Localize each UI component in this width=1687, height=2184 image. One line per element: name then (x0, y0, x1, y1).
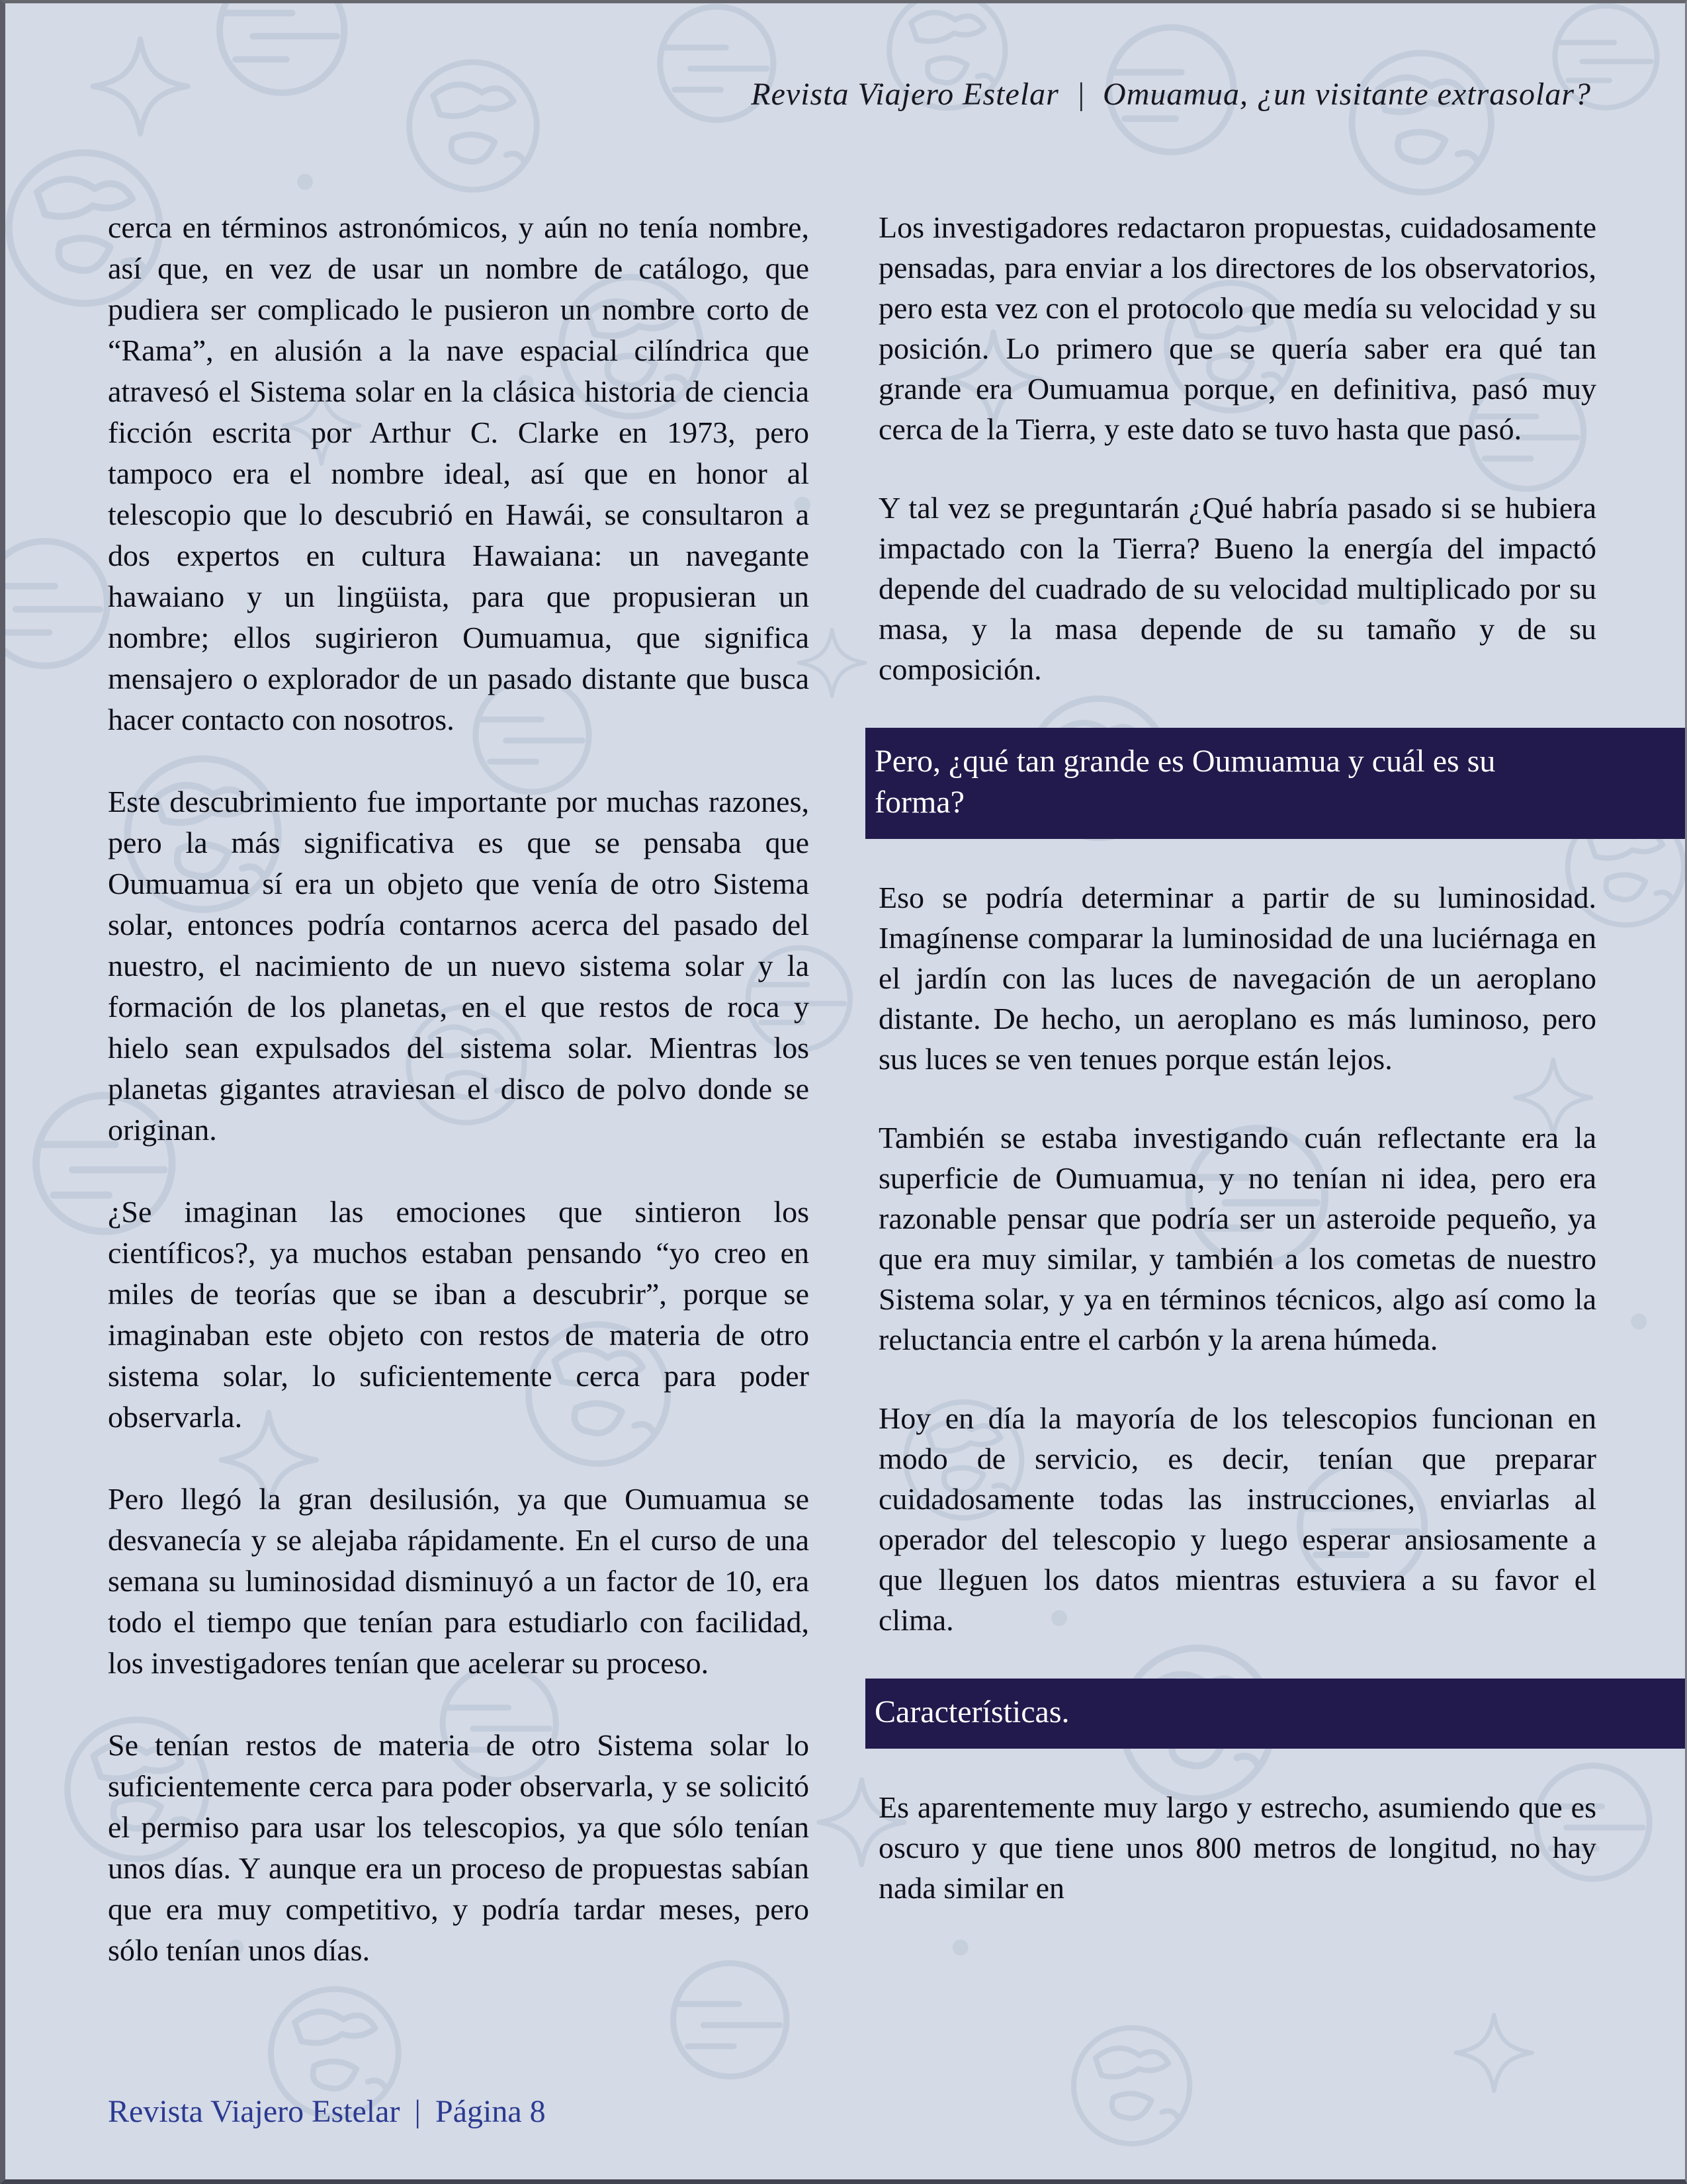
paragraph-discovery-importance: Este descubrimiento fue importante por muchas razones, pero la más significativa es que se pensaba que Oumuamua sí era un objeto que venía de otro Sistema solar, entonces podría contarnos acerca del pasado del nuestro, el nacimiento de un nuevo sistema solar y la formación de los planetas, en el que restos de roca y hielo sean expulsados del sistema solar. Mientras los planetas gigantes atraviesan el disco de polvo donde se originan. (108, 785, 809, 1147)
section-heading-text: Pero, ¿qué tan grande es Oumuamua y cuál es su forma? (875, 744, 1496, 820)
right-column (875, 207, 1596, 1946)
dot-icon (297, 174, 313, 190)
paragraph-impact-question: Y tal vez se preguntarán ¿Qué habría pasado si se hubiera impactado con la Tierra? Bueno la energía del impactó depende del cuadrado de su velocidad multiplicado por su masa, y la masa depende de su tamaño y de su composición. (879, 491, 1596, 686)
header-article-title: Omuamua, ¿un visitante extrasolar? (1103, 77, 1591, 112)
paragraph-scientist-emotions: ¿Se imaginan las emociones que sintieron los científicos?, ya muchos estaban pensando “yo creo en miles de teorías que se iban a descubrir”, porque se imaginaban este objeto con restos de materia de otro sistema solar, lo suficientemente cerca para poder observarla. (108, 1195, 809, 1434)
section-heading-text: Características. (875, 1694, 1070, 1729)
paragraph-reflectance: También se estaba investigando cuán reflectante era la superficie de Oumuamua, y no tenían ni idea, pero era razonable pensar que podría ser un asteroide pequeño, ya que era muy similar, y también a los cometas de nuestro Sistema solar, y ya en términos técnicos, algo así como la reluctancia entre el carbón y la arena húmeda. (879, 1121, 1596, 1356)
globe-icon (1352, 53, 1491, 192)
paragraph-service-mode: Hoy en día la mayoría de los telescopios funcionan en modo de servicio, es decir, tenían que preparar cuidadosamente todas las instrucciones, enviarlas al operador del telescopio y luego esperar ansiosamente a que lleguen los datos mientras estuviera a su favor el clima. (879, 1401, 1596, 1637)
paragraph-characteristics: Es aparentemente muy largo y estrecho, asumiendo que es oscuro y que tiene unos 800 metros de longitud, no hay nada similar en (879, 1790, 1596, 1905)
header-separator: | (1076, 77, 1086, 112)
paragraph-disappointment: Pero llegó la gran desilusión, ya que Oumuamua se desvanecía y se alejaba rápidamente. En el curso de una semana su luminosidad disminuyó a un factor de 10, era todo el tiempo que tenían para estudiarlo con facilidad, los investigadores tenían que acelerar su proceso. (108, 1482, 809, 1680)
section-heading-size-shape (865, 728, 1687, 839)
globe-icon (1074, 2028, 1190, 2144)
globe-icon (410, 62, 537, 190)
planet-icon (5, 541, 107, 666)
header-journal-title: Revista Viajero Estelar (751, 77, 1059, 112)
paragraph-naming: cerca en términos astronómicos, y aún no tenía nombre, así que, en vez de usar un nombre de catálogo, que pudiera ser complicado le pusieron un nombre corto de “Rama”, en alusión a la nave espacial cilíndrica que atravesó el Sistema solar en la clásica historia de ciencia ficción escrita por Arthur C. Clarke en 1973, pero tampoco era el nombre ideal, así que en honor al telescopio que lo descubrió en Hawái, se consultaron a dos expertos en cultura Hawaiana: un navegante hawaiano y un lingüista, para que propusieran un nombre; ellos sugirieron Oumuamua, que significa mensajero o explorador de un pasado distante que busca hacer contacto con nosotros. (108, 210, 809, 736)
footer-journal-title: Revista Viajero Estelar (108, 2094, 400, 2129)
page-header (751, 77, 1591, 112)
section-heading-caracteristicas (865, 1679, 1687, 1749)
planet-icon (220, 3, 344, 93)
footer-separator: | (414, 2094, 421, 2129)
footer-page-number: Página 8 (435, 2094, 546, 2129)
left-column (108, 207, 809, 2012)
paragraph-luminosity: Eso se podría determinar a partir de su luminosidad. Imagínense comparar la luminosidad de una luciérnaga en el jardín con las luces de navegación de un aeroplano distante. De hecho, un aeroplano es más luminoso, pero sus luces se ven tenues porque están lejos. (879, 881, 1596, 1076)
page-footer (108, 2093, 546, 2131)
dot-icon (1631, 1314, 1647, 1330)
sparkle-icon (1456, 2015, 1532, 2091)
sparkle-icon (93, 39, 187, 134)
paragraph-proposals: Los investigadores redactaron propuestas, cuidadosamente pensadas, para enviar a los directores de los observatorios, pero esta vez con el protocolo que medía su velocidad y su posición. Lo primero que se quería saber era qué tan grande era Oumuamua porque, en definitiva, pasó muy cerca de la Tierra, y este dato se tuvo hasta que pasó. (879, 210, 1596, 446)
paragraph-telescope-permission: Se tenían restos de materia de otro Sistema solar lo suficientemente cerca para poder observarla, y se solicitó el permiso para usar los telescopios, ya que sólo tenían unos días. Y aunque era un proceso de propuestas sabían que era muy competitivo, y podría tardar meses, pero sólo tenían unos días. (108, 1728, 809, 1967)
